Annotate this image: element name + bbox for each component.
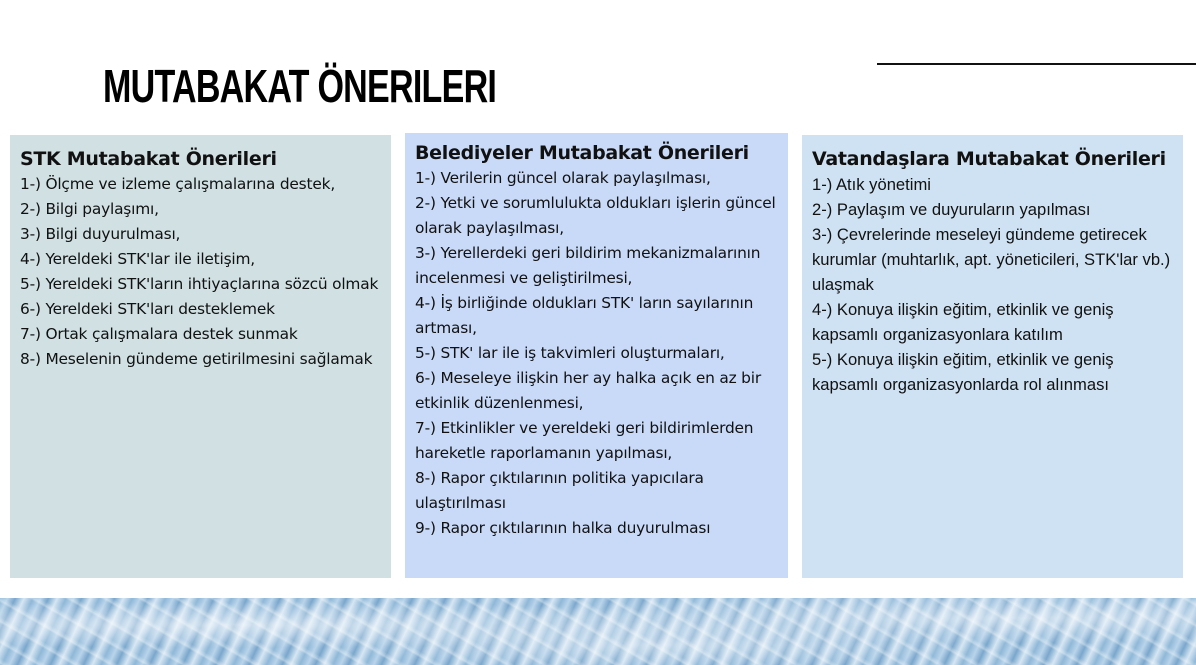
- list-item: 1-) Ölçme ve izleme çalışmalarına destek,: [20, 175, 336, 193]
- list-item: 7-) Etkinlikler ve yereldeki geri bildirimlerden hareketle raporlamanın yapılması,: [415, 419, 754, 462]
- list-item: 8-) Rapor çıktılarının politika yapıcılara ulaştırılması: [415, 469, 704, 512]
- list-item: 5-) STK' lar ile iş takvimleri oluşturmaları,: [415, 344, 725, 362]
- vatandaslar-heading: Vatandaşlara Mutabakat Önerileri: [812, 148, 1166, 170]
- list-item: 2-) Yetki ve sorumlulukta oldukları işlerin güncel olarak paylaşılması,: [415, 194, 776, 237]
- list-item: 6-) Yereldeki STK'ları desteklemek: [20, 300, 275, 318]
- list-item: 1-) Verilerin güncel olarak paylaşılması,: [415, 169, 711, 187]
- belediyeler-heading: Belediyeler Mutabakat Önerileri: [415, 142, 749, 164]
- stk-heading: STK Mutabakat Önerileri: [20, 148, 277, 170]
- list-item: 3-) Çevrelerinde meseleyi gündeme getirecek kurumlar (muhtarlık, apt. yöneticileri, STK'lar vb.) ulaşmak: [812, 225, 1171, 294]
- list-item: 4-) Yereldeki STK'lar ile iletişim,: [20, 250, 255, 268]
- paper-texture: [0, 598, 1196, 665]
- page-title: MUTABAKAT ÖNERILERI: [103, 60, 497, 112]
- list-item: 3-) Bilgi duyurulması,: [20, 225, 181, 243]
- list-item: 5-) Yereldeki STK'ların ihtiyaçlarına sözcü olmak: [20, 275, 379, 293]
- list-item: 2-) Paylaşım ve duyuruların yapılması: [812, 200, 1091, 219]
- list-item: 5-) Konuya ilişkin eğitim, etkinlik ve geniş kapsamlı organizasyonlarda rol alınması: [812, 350, 1114, 394]
- list-item: 4-) Konuya ilişkin eğitim, etkinlik ve geniş kapsamlı organizasyonlara katılım: [812, 300, 1114, 344]
- list-item: 7-) Ortak çalışmalara destek sunmak: [20, 325, 298, 343]
- stk-list: [20, 172, 381, 372]
- list-item: 3-) Yerellerdeki geri bildirim mekanizmalarının incelenmesi ve geliştirilmesi,: [415, 244, 761, 287]
- stk-panel: [10, 135, 391, 578]
- list-item: 6-) Meseleye ilişkin her ay halka açık en az bir etkinlik düzenlenmesi,: [415, 369, 761, 412]
- vatandaslar-panel: [802, 135, 1183, 578]
- top-divider: [877, 63, 1196, 65]
- crumpled-paper-image: [0, 598, 1196, 665]
- list-item: 2-) Bilgi paylaşımı,: [20, 200, 159, 218]
- list-item: 9-) Rapor çıktılarının halka duyurulması: [415, 519, 711, 537]
- belediyeler-panel: [405, 133, 788, 578]
- list-item: 8-) Meselenin gündeme getirilmesini sağlamak: [20, 350, 373, 368]
- belediyeler-list: [415, 166, 778, 541]
- list-item: 1-) Atık yönetimi: [812, 175, 931, 194]
- list-item: 4-) İş birliğinde oldukları STK' ların sayılarının artması,: [415, 294, 754, 337]
- vatandaslar-list: [812, 172, 1173, 397]
